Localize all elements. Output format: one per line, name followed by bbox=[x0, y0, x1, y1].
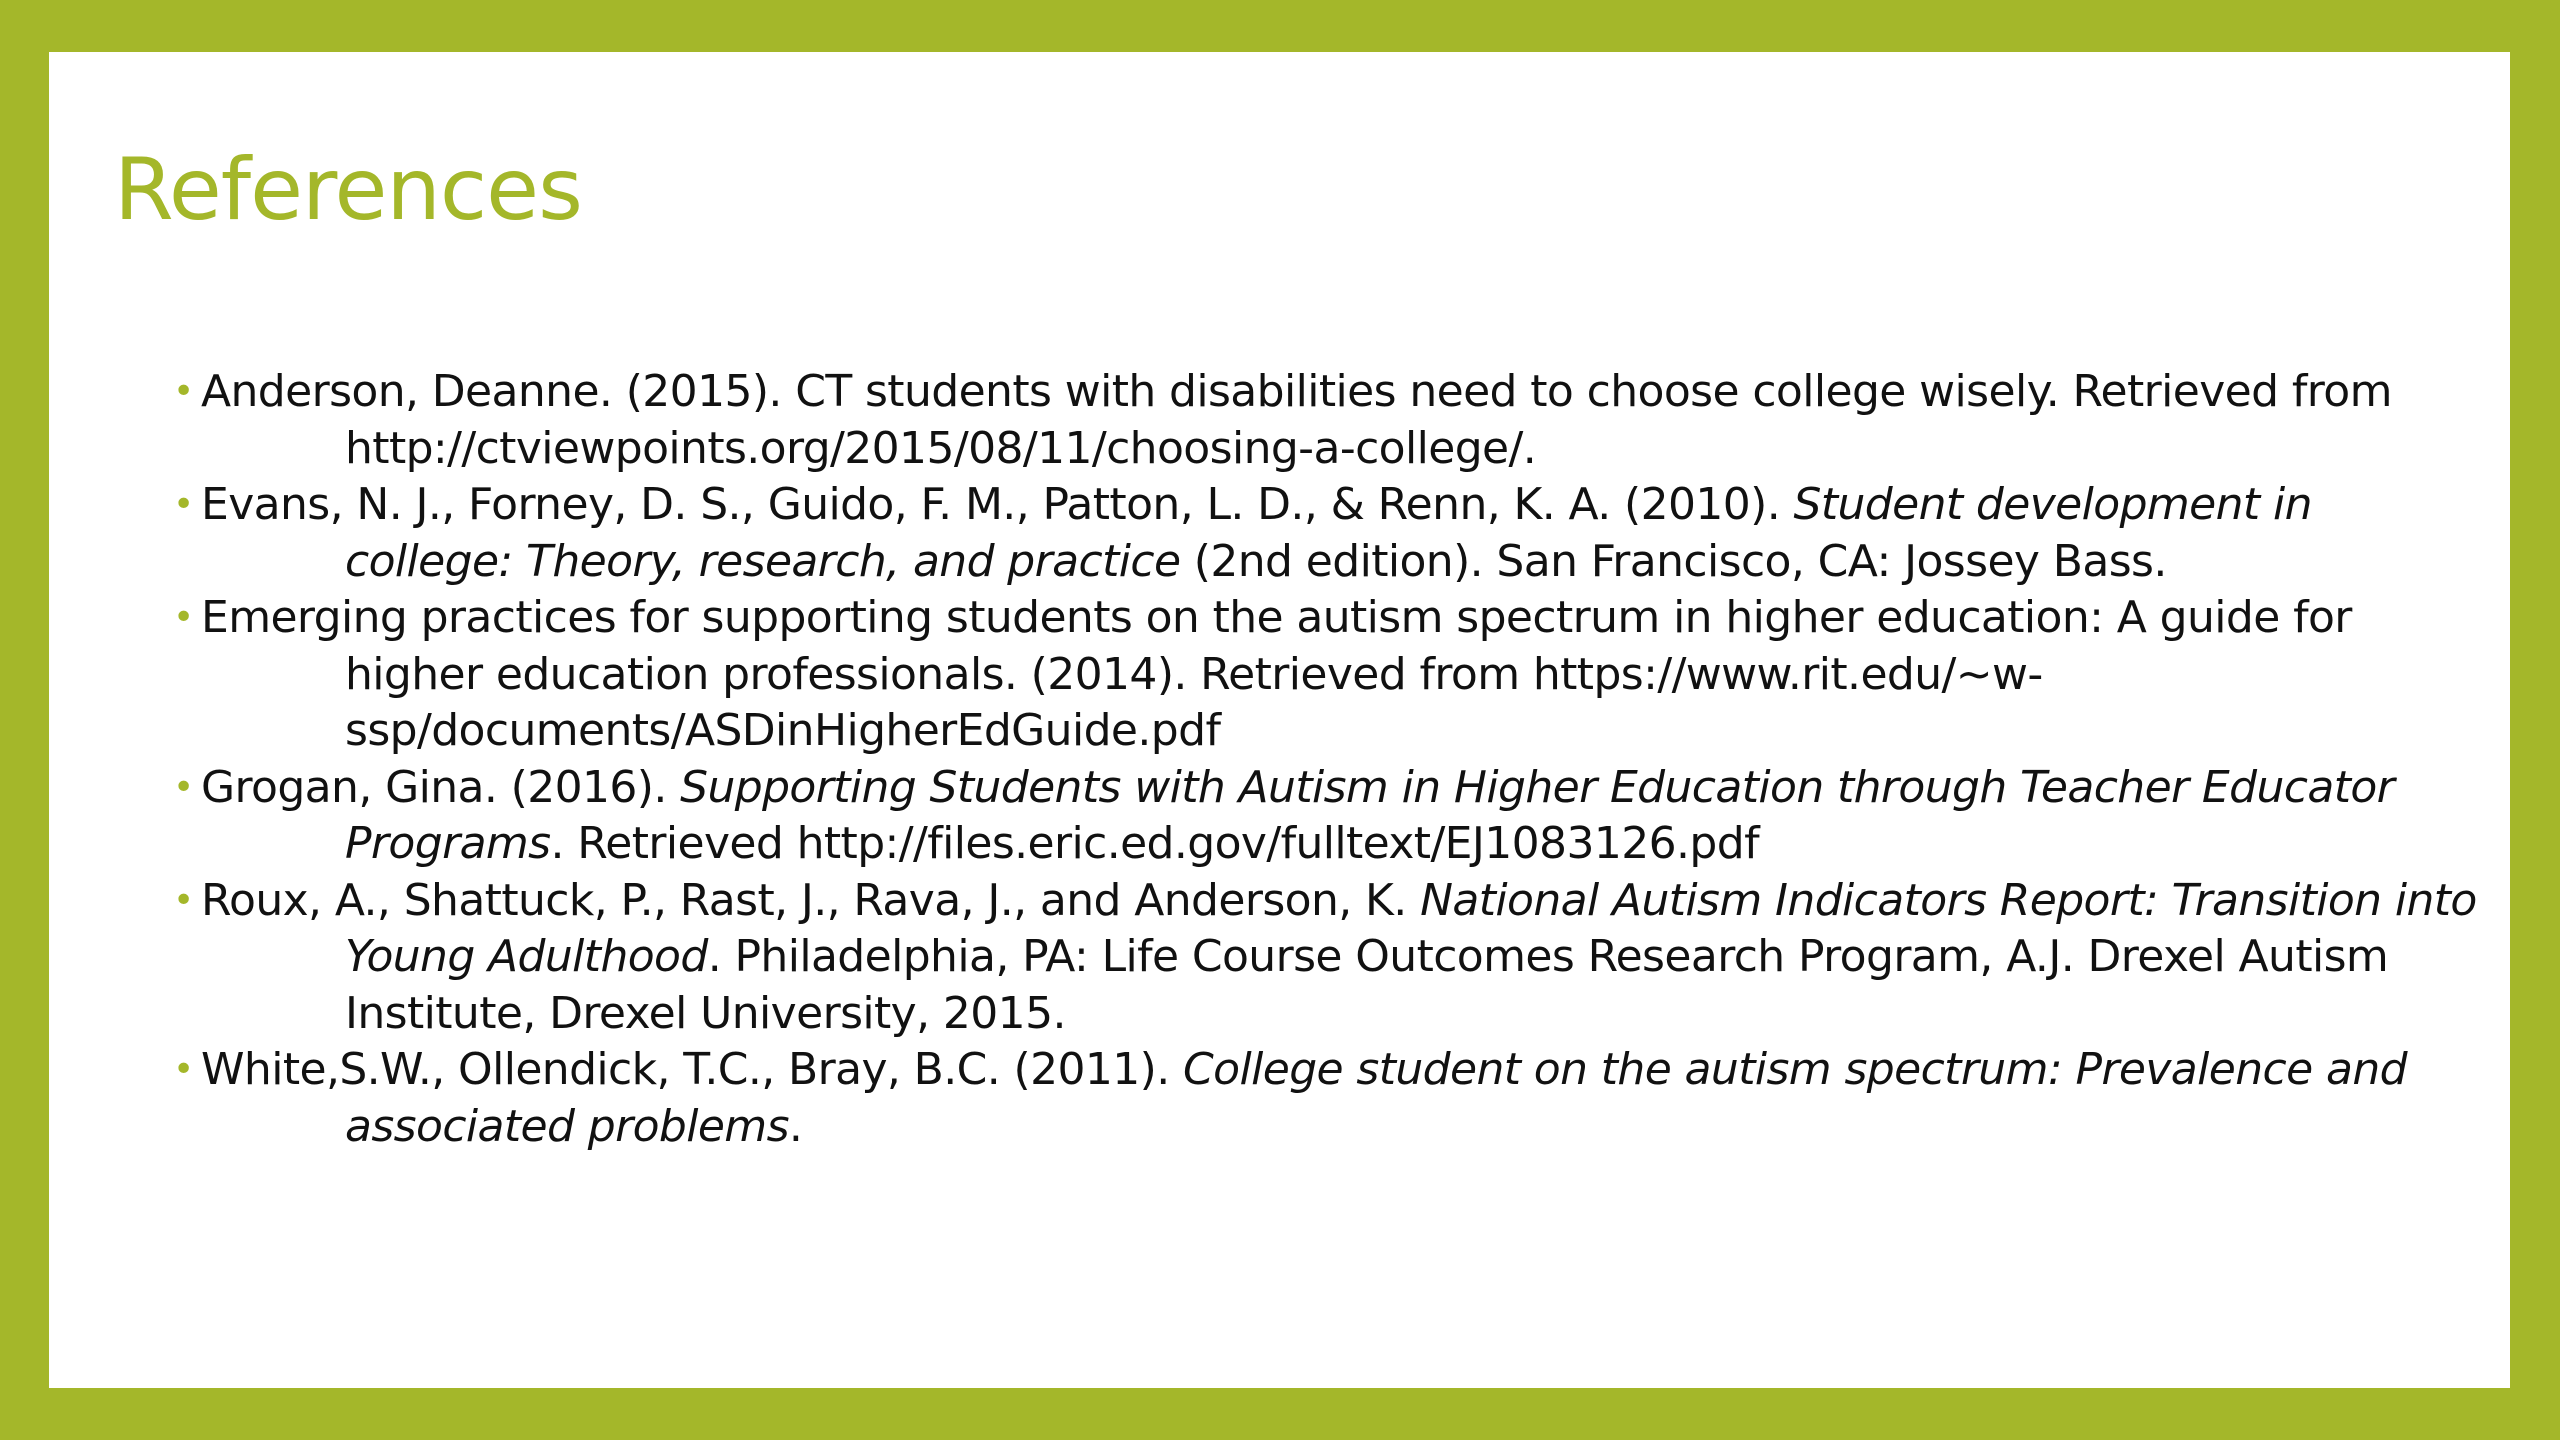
bullet-icon: • bbox=[173, 597, 194, 638]
bullet-icon: • bbox=[173, 484, 194, 525]
reference-item bbox=[111, 1042, 2491, 1155]
reference-title-italic: National Autism Indicators Report: Transition into Young Adulthood bbox=[345, 874, 2477, 982]
reference-title-italic: College student on the autism spectrum: Prevalence and associated problems bbox=[345, 1044, 2407, 1152]
reference-text: . Philadelphia, PA: Life Course Outcomes Research Program, A.J. Drexel Autism Institute, Drexel University, 2015. bbox=[345, 931, 2389, 1039]
reference-text: . Retrieved http://files.eric.ed.gov/fulltext/EJ1083126.pdf bbox=[550, 818, 1759, 869]
slide-content-area bbox=[49, 52, 2510, 1388]
bullet-icon: • bbox=[173, 766, 194, 808]
reference-text: Evans, N. J., Forney, D. S., Guido, F. M., Patton, L. D., & Renn, K. A. (2010). bbox=[201, 479, 1794, 530]
reference-text: Emerging practices for supporting students on the autism spectrum in higher education: A guide for higher education professionals. (2014). Retrieved from https://www.rit.edu/~w-ssp/documents/ASDinHigherEdGuide.pdf bbox=[201, 592, 2352, 756]
bullet-icon: • bbox=[173, 1049, 194, 1090]
reference-item bbox=[111, 590, 2491, 760]
reference-item bbox=[111, 760, 2491, 873]
reference-text: . bbox=[788, 1100, 803, 1152]
bullet-icon: • bbox=[173, 371, 194, 412]
reference-text: (2nd edition). San Francisco, CA: Jossey Bass. bbox=[1180, 535, 2167, 587]
bullet-icon: • bbox=[173, 879, 194, 921]
slide-title: References bbox=[114, 140, 582, 240]
reference-title-italic: Supporting Students with Autism in Higher Education through Teacher Educator Programs bbox=[345, 761, 2395, 869]
reference-title-italic: Student development in college: Theory, research, and practice bbox=[345, 479, 2312, 587]
reference-text: Anderson, Deanne. (2015). CT students with disabilities need to choose college wisely. Retrieved from http://ctviewpoints.org/2015/08/11/choosing-a-college/. bbox=[201, 366, 2392, 474]
reference-text: Grogan, Gina. (2016). bbox=[201, 761, 681, 813]
reference-item bbox=[111, 364, 2491, 477]
reference-list bbox=[111, 364, 2491, 1155]
reference-item bbox=[111, 873, 2491, 1043]
reference-text: Roux, A., Shattuck, P., Rast, J., Rava, J., and Anderson, K. bbox=[201, 874, 1421, 926]
reference-text: White,S.W., Ollendick, T.C., Bray, B.C. (2011). bbox=[201, 1044, 1184, 1095]
reference-item bbox=[111, 477, 2491, 590]
